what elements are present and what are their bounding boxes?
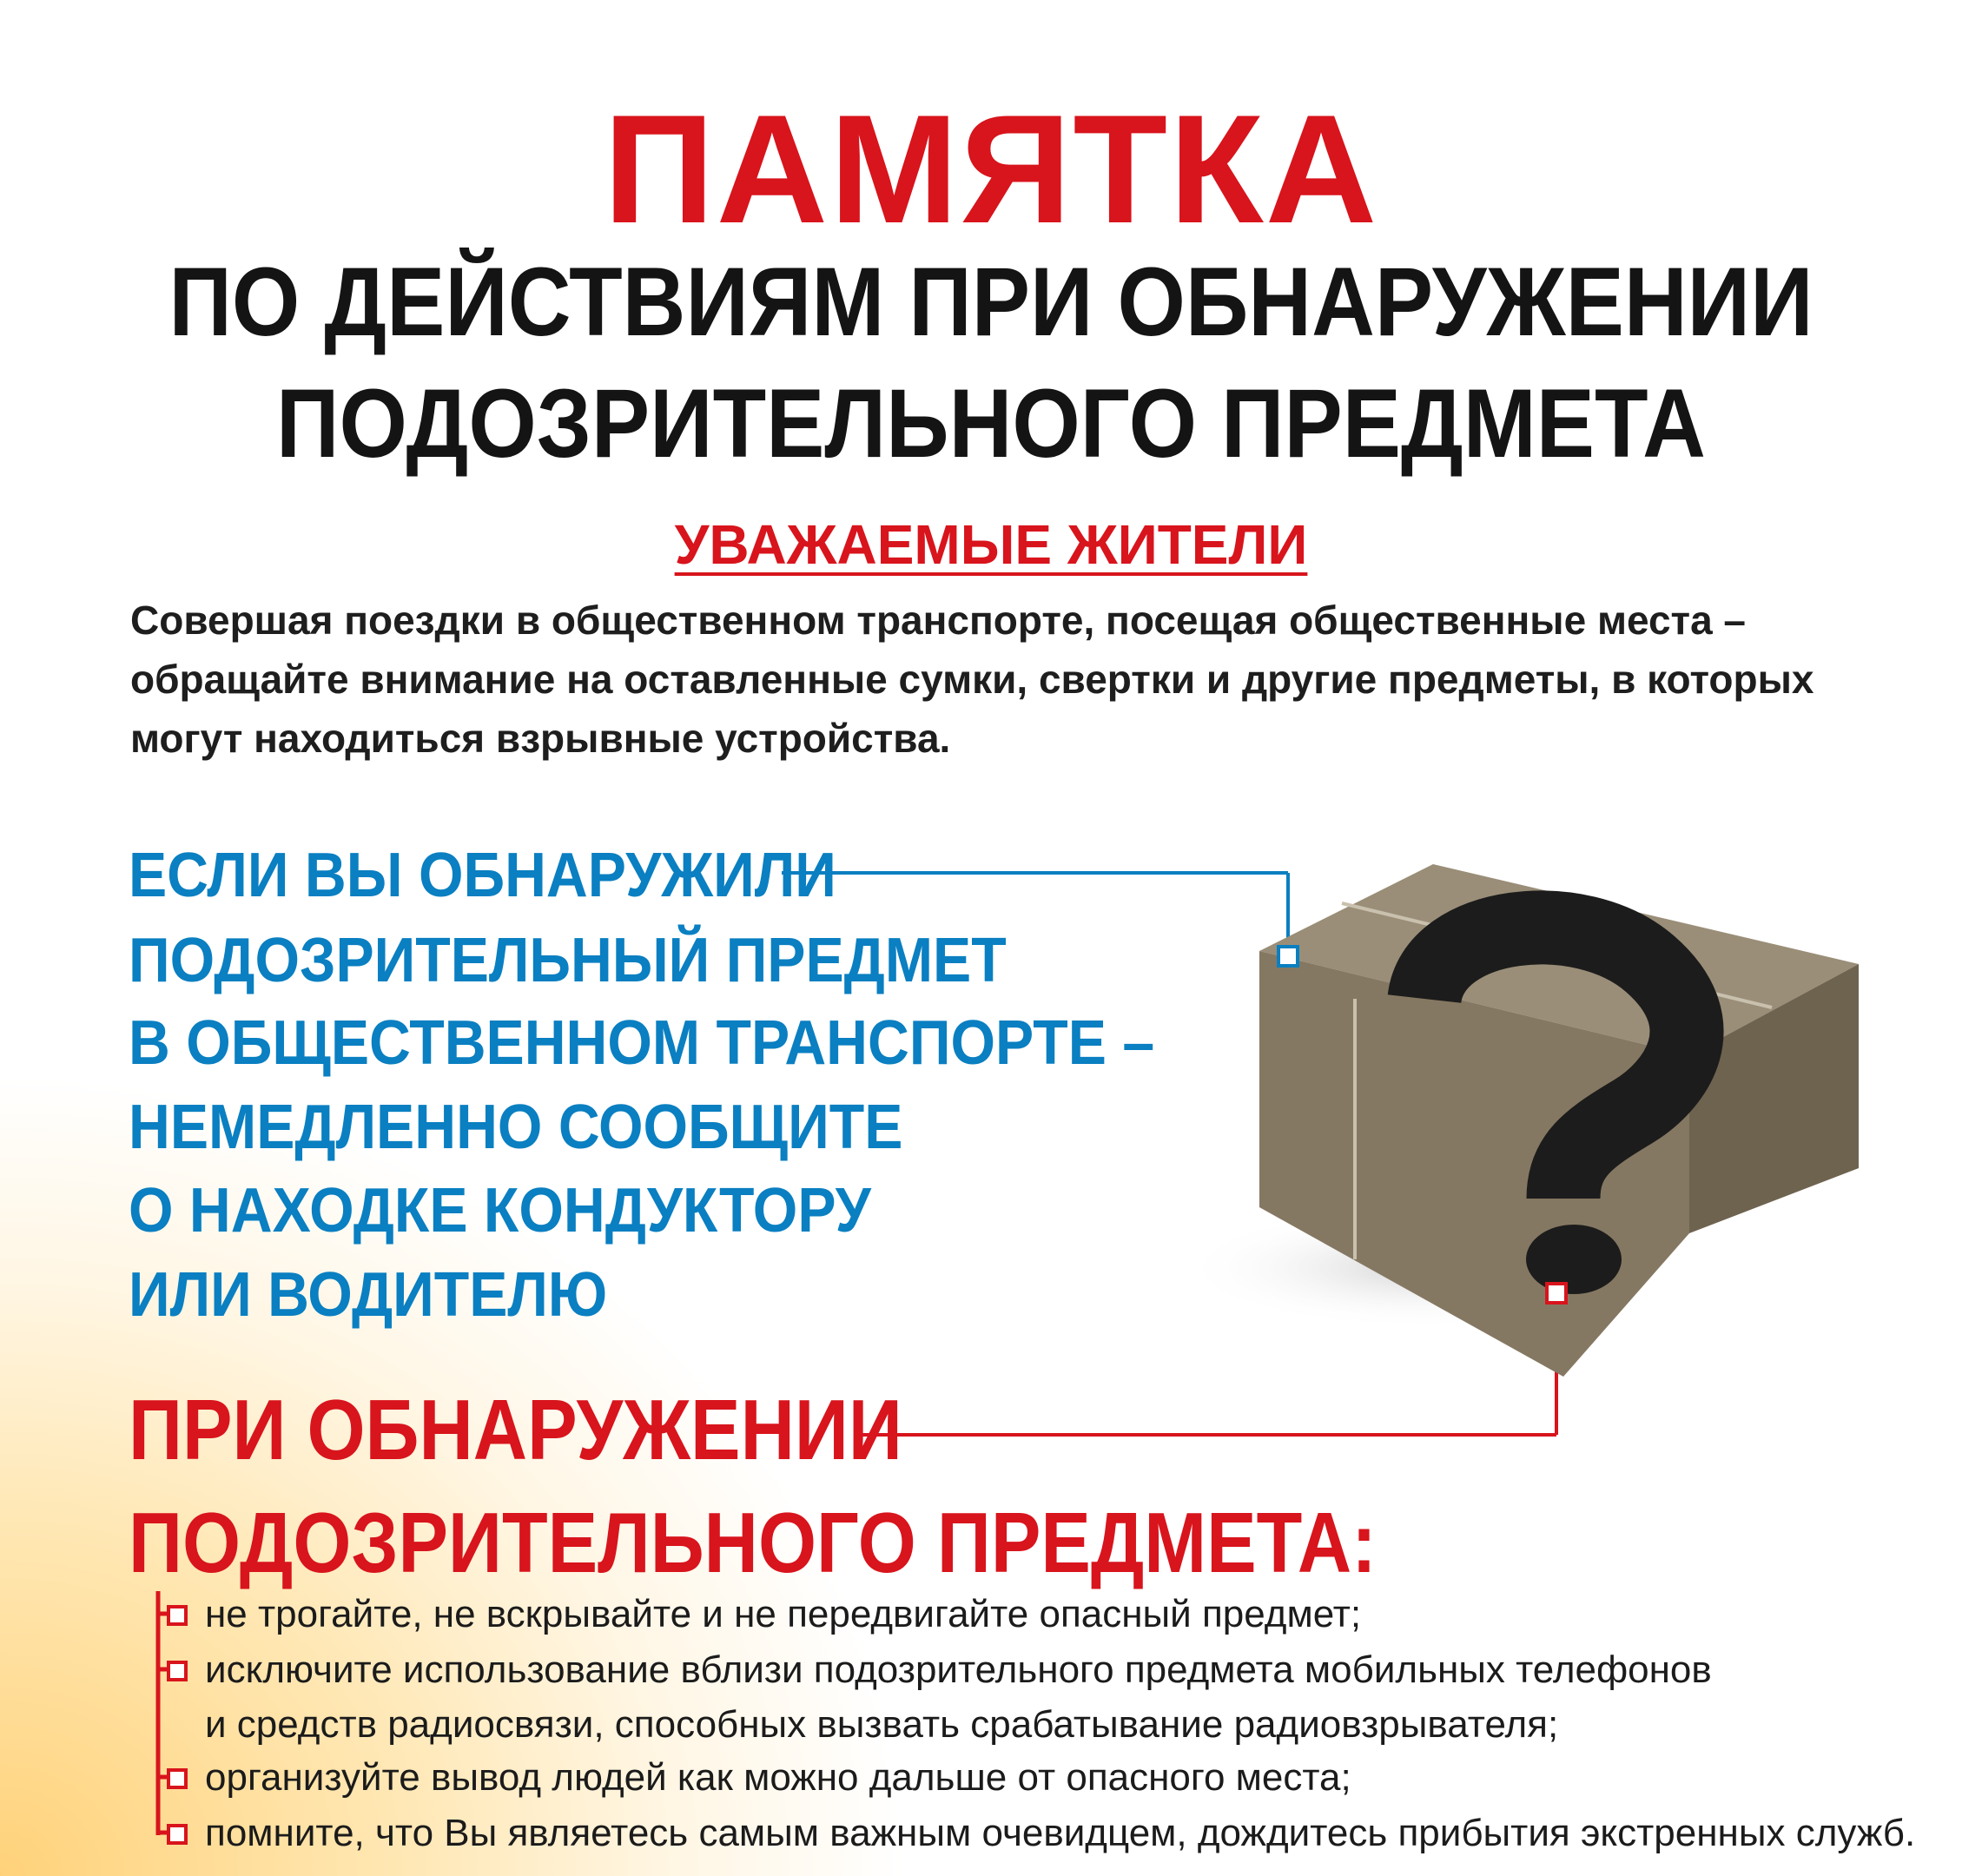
blue-line-3: В ОБЩЕСТВЕННОМ ТРАНСПОРТЕ –: [129, 1008, 1155, 1078]
red-heading-line-1: ПРИ ОБНАРУЖЕНИИ: [129, 1382, 902, 1477]
intro-line: могут находиться взрывные устройства.: [130, 716, 951, 761]
bullet-item: помните, что Вы являетесь самым важным очевидцем, дождитесь прибытия экстренных служб.: [205, 1812, 1916, 1854]
page-title: ПАМЯТКА: [603, 83, 1379, 255]
blue-line-6: ИЛИ ВОДИТЕЛЮ: [129, 1260, 608, 1330]
intro-line: обращайте внимание на оставленные сумки, свертки и другие предметы, в которых: [130, 657, 1814, 702]
bullet-item: исключите использование вблизи подозрительного предмета мобильных телефонов: [205, 1648, 1712, 1691]
greeting-text: УВАЖАЕМЫЕ ЖИТЕЛИ: [674, 513, 1308, 576]
bullet-square-icon: [167, 1605, 188, 1626]
blue-line-5: О НАХОДКЕ КОНДУКТОРУ: [129, 1176, 871, 1245]
subtitle-line-2: ПОДОЗРИТЕЛЬНОГО ПРЕДМЕТА: [276, 369, 1706, 478]
red-heading-line-2: ПОДОЗРИТЕЛЬНОГО ПРЕДМЕТА:: [129, 1495, 1377, 1590]
bullet-square-icon: [167, 1824, 188, 1845]
bullet-item: не трогайте, не вскрывайте и не передвигайте опасный предмет;: [205, 1593, 1362, 1635]
bullet-square-icon: [167, 1661, 188, 1681]
subtitle-line-1: ПО ДЕЙСТВИЯМ ПРИ ОБНАРУЖЕНИИ: [168, 248, 1814, 356]
intro-line: Совершая поездки в общественном транспорте, посещая общественные места –: [130, 598, 1747, 643]
bullet-item-continuation: и средств радиосвязи, способных вызвать срабатывание радиовзрывателя;: [205, 1703, 1559, 1746]
bullet-square-icon: [167, 1768, 188, 1789]
blue-line-1: ЕСЛИ ВЫ ОБНАРУЖИЛИ: [129, 841, 836, 910]
bullet-item: организуйте вывод людей как можно дальше от опасного места;: [205, 1756, 1351, 1799]
blue-line-4: НЕМЕДЛЕННО СООБЩИТЕ: [129, 1093, 903, 1162]
blue-line-2: ПОДОЗРИТЕЛЬНЫЙ ПРЕДМЕТ: [129, 926, 1007, 995]
